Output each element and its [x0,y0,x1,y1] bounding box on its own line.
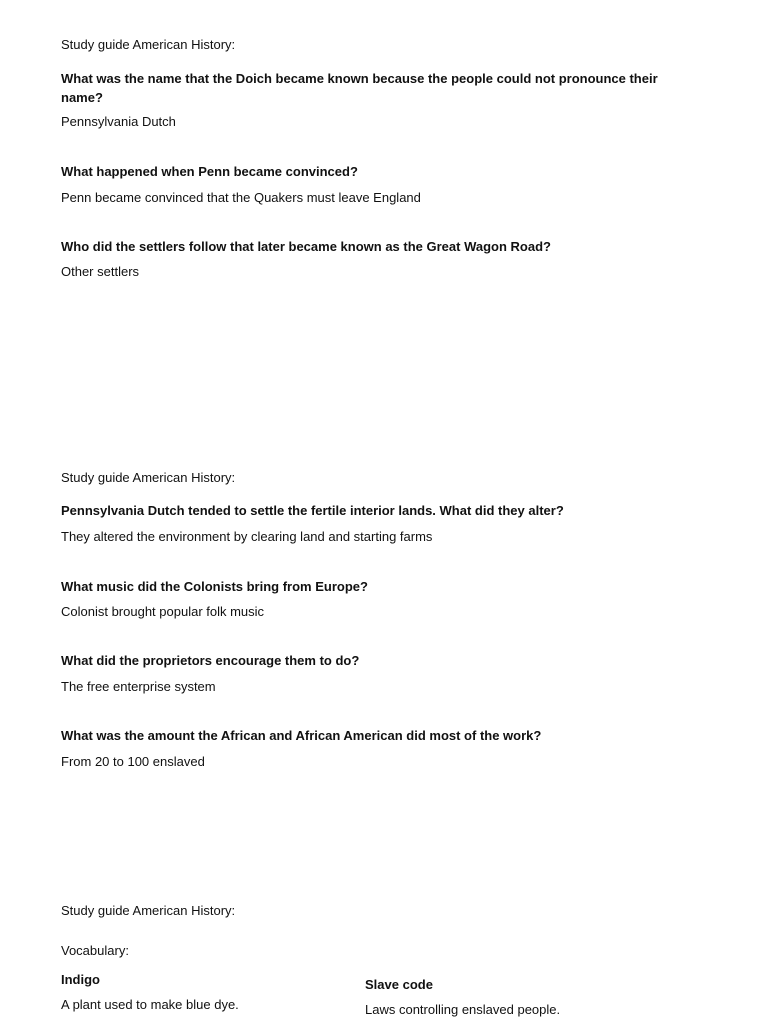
answer-2: Penn became convinced that the Quakers must leave England [61,190,421,205]
answer-6: The free enterprise system [61,679,216,694]
vocab-definition-slave-code: Laws controlling enslaved people. [365,1002,561,1017]
vocab-definition-indigo: A plant used to make blue dye. [61,997,239,1012]
question-1: What was the name that the Doich became known because the people could not pronounce their name? [61,71,658,105]
answer-4: They altered the environment by clearing land and starting farms [61,529,433,544]
answer-3: Other settlers [61,264,140,279]
vocab-term-slave-code: Slave code [365,977,433,992]
section2-title: Study guide American History: [61,470,236,485]
question-5: What music did the Colonists bring from Europe? [61,579,368,594]
question-6: What did the proprietors encourage them to do? [61,653,360,668]
answer-7: From 20 to 100 enslaved [61,754,205,769]
question-3: Who did the settlers follow that later became known as the Great Wagon Road? [61,239,551,254]
answer-5: Colonist brought popular folk music [61,604,265,619]
vocab-term-indigo: Indigo [61,972,100,987]
section1-title: Study guide American History: [61,37,236,52]
section3-title: Study guide American History: [61,903,236,918]
answer-1: Pennsylvania Dutch [61,114,176,129]
vocabulary-heading: Vocabulary: [61,943,129,958]
question-4: Pennsylvania Dutch tended to settle the fertile interior lands. What did they alter? [61,503,564,518]
question-2: What happened when Penn became convinced? [61,164,358,179]
question-7: What was the amount the African and African American did most of the work? [61,728,542,743]
